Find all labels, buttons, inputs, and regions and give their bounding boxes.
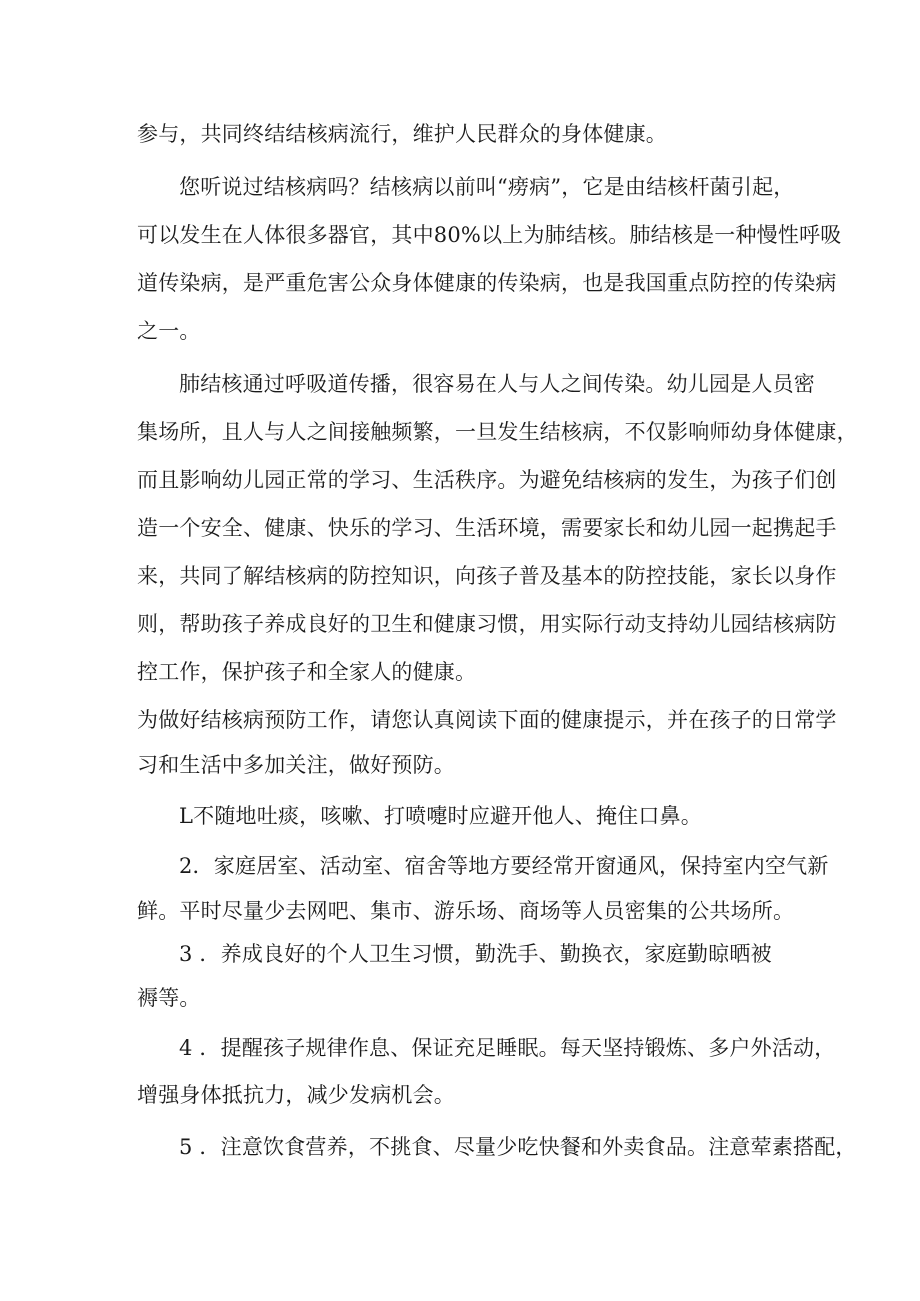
text-line: 而且影响幼儿园正常的学习、生活秩序。为避免结核病的发生，为孩子们创 — [137, 468, 837, 492]
text-line: 褥等。 — [137, 986, 201, 1010]
text-line: 您听说过结核病吗？结核病以前叫“痨病”，它是由结核杆菌引起， — [179, 175, 795, 199]
text-line: 5 ．注意饮食营养，不挑食、尽量少吃快餐和外卖食品。注意荤素搭配， — [179, 1135, 857, 1159]
text-line: 2．家庭居室、活动室、宿舍等地方要经常开窗通风，保持室内空气新 — [179, 854, 829, 878]
text-line: 造一个安全、健康、快乐的学习、生活环境，需要家长和幼儿园一起携起手 — [137, 516, 837, 540]
text-line: 可以发生在人体很多器官，其中80%以上为肺结核。肺结核是一种慢性呼吸 — [137, 223, 842, 247]
text-line: 来，共同了解结核病的防控知识，向孩子普及基本的防控技能，家长以身作 — [137, 564, 837, 588]
text-line: 增强身体抵抗力，减少发病机会。 — [137, 1083, 455, 1107]
text-line: 道传染病，是严重危害公众身体健康的传染病，也是我国重点防控的传染病 — [137, 271, 837, 295]
text-line: 3 ．养成良好的个人卫生习惯，勤洗手、勤换衣，家庭勤晾晒被 — [179, 942, 772, 966]
text-line: 则，帮助孩子养成良好的卫生和健康习惯，用实际行动支持幼儿园结核病防 — [137, 612, 837, 636]
text-line: 习和生活中多加关注，做好预防。 — [137, 753, 455, 777]
text-line: 肺结核通过呼吸道传播，很容易在人与人之间传染。幼儿园是人员密 — [179, 372, 815, 396]
text-line: 参与，共同终结结核病流行，维护人民群众的身体健康。 — [137, 122, 667, 146]
text-line: 集场所，且人与人之间接触频繁，一旦发生结核病，不仅影响师幼身体健康， — [137, 420, 858, 444]
text-line: 之一。 — [137, 319, 201, 343]
text-line: L不随地吐痰，咳嗽、打喷嚏时应避开他人、掩住口鼻。 — [179, 804, 702, 828]
text-line: 为做好结核病预防工作，请您认真阅读下面的健康提示，并在孩子的日常学 — [137, 708, 837, 732]
text-line: 4 ．提醒孩子规律作息、保证充足睡眠。每天坚持锻炼、多户外活动， — [179, 1036, 836, 1060]
text-line: 鲜。平时尽量少去网吧、集市、游乐场、商场等人员密集的公共场所。 — [137, 899, 795, 923]
text-line: 控工作，保护孩子和全家人的健康。 — [137, 660, 477, 684]
